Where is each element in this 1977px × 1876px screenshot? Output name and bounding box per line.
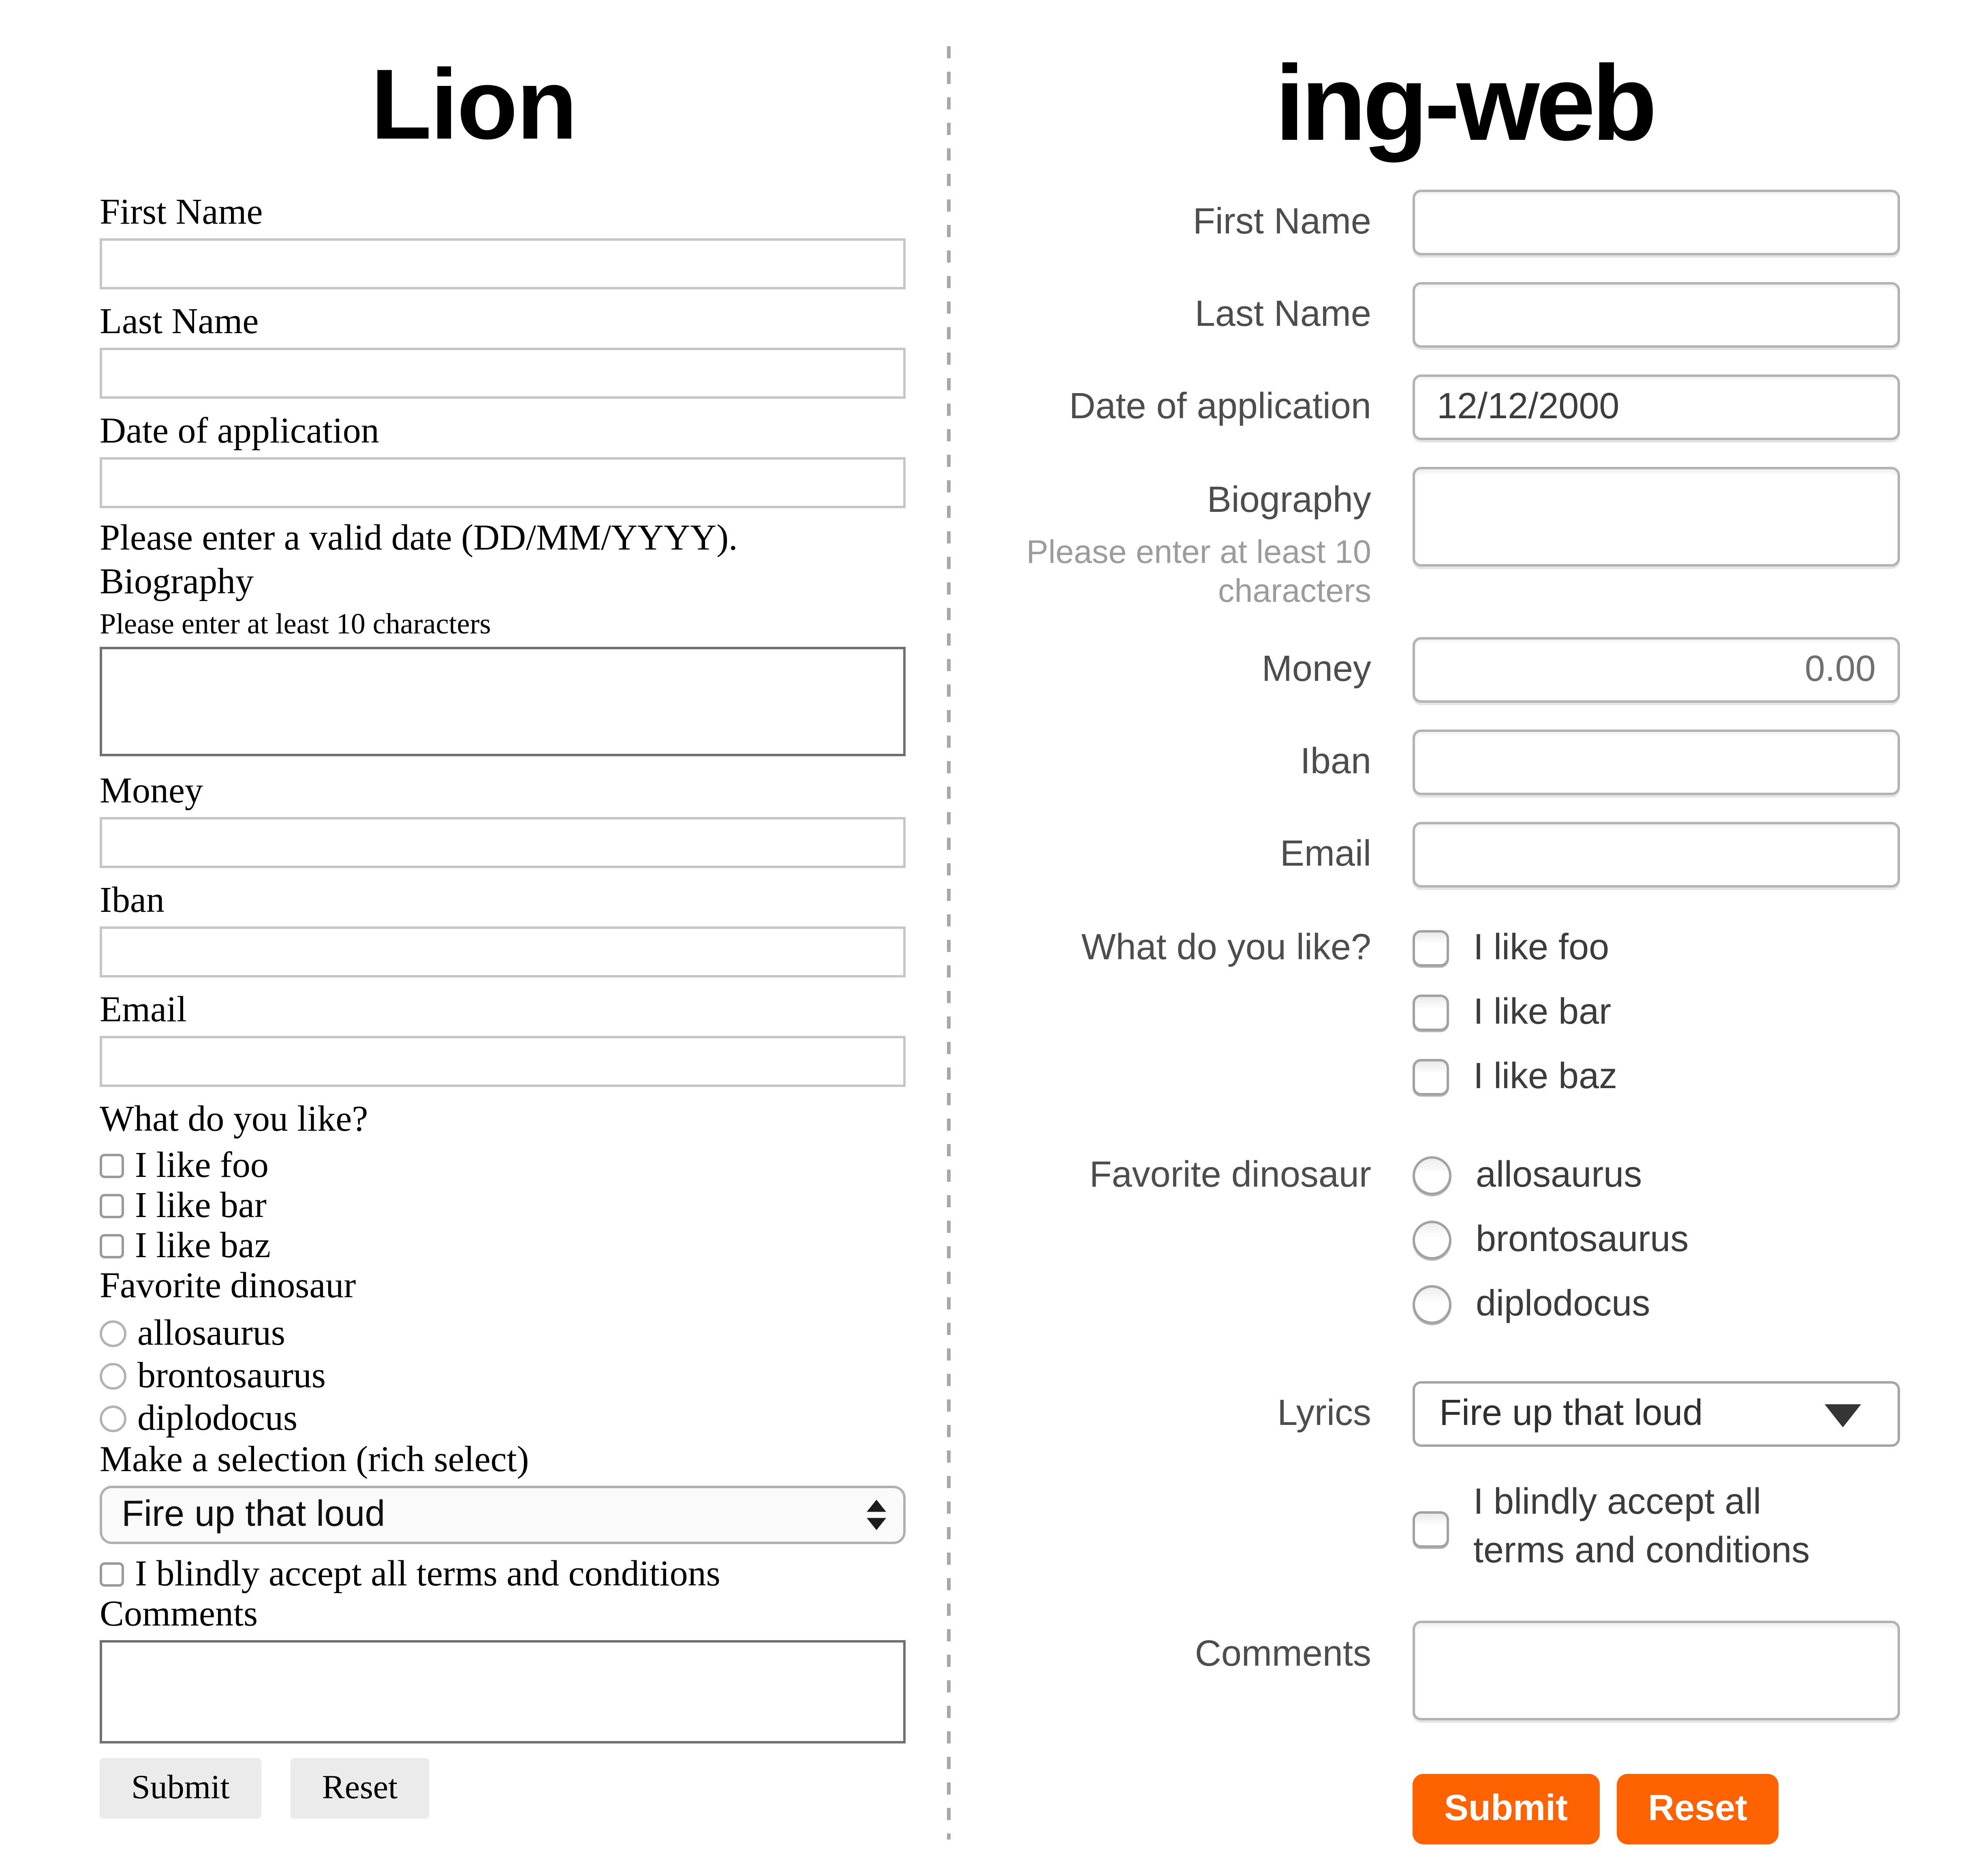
rich-select[interactable] [100,1486,906,1544]
comments-textarea[interactable] [1413,1621,1900,1720]
lion-panel-title: Lion [370,50,577,160]
terms-row [1007,1478,1977,1591]
comments-textarea[interactable] [100,1640,906,1743]
comments-row [1007,1621,1977,1720]
first-name-input[interactable] [100,238,906,289]
biography-textarea[interactable] [1413,467,1900,567]
money-label: Money [1261,649,1371,689]
dinosaur-group-label: Favorite dinosaur [100,1266,356,1306]
terms-option[interactable] [1413,1478,1900,1576]
allosaurus-label[interactable]: allosaurus [137,1312,285,1353]
dinosaur-row [1007,1151,1977,1345]
last-name-input[interactable] [100,348,906,399]
submit-button[interactable]: Submit [100,1758,261,1819]
lion-panel [0,0,947,1819]
date-input[interactable] [100,457,906,508]
allosaurus-option[interactable] [100,1312,906,1354]
iban-input[interactable] [1413,729,1900,795]
like-baz-option[interactable] [1413,1053,1900,1102]
terms-label[interactable]: I blindly accept all terms and conditions [1473,1482,1810,1571]
reset-button[interactable]: Reset [1616,1774,1779,1844]
like-foo-option[interactable] [1413,924,1900,973]
chevron-down-icon [1825,1404,1861,1427]
ingweb-form [1007,190,1977,1844]
checkbox-icon[interactable] [1413,995,1449,1031]
like-baz-label[interactable]: I like baz [1473,1057,1618,1097]
last-name-label: Last Name [100,302,259,342]
date-row [1007,374,1977,440]
comments-label: Comments [1195,1634,1371,1674]
date-label: Date of application [1069,387,1371,427]
buttons-row [1007,1747,1977,1844]
money-input[interactable] [100,817,906,868]
email-label: Email [1280,834,1371,874]
like-bar-label[interactable]: I like bar [135,1185,267,1225]
checkbox-icon[interactable] [1413,930,1449,967]
first-name-label: First Name [1193,202,1371,242]
checkbox-icon[interactable] [1413,1059,1449,1095]
rich-select-value: Fire up that loud [122,1494,385,1534]
date-input[interactable] [1413,374,1900,440]
money-label: Money [100,771,203,811]
checkbox-icon[interactable] [1413,1511,1449,1548]
rich-select-label: Make a selection (rich select) [100,1440,529,1480]
email-input[interactable] [100,1036,906,1087]
lyrics-label: Lyrics [1277,1393,1371,1433]
like-bar-label[interactable]: I like bar [1473,992,1612,1032]
dinosaur-group-label: Favorite dinosaur [1089,1155,1371,1195]
checkbox-icon[interactable] [100,1194,124,1218]
radio-icon[interactable] [1413,1285,1451,1324]
like-bar-option[interactable] [100,1185,906,1226]
iban-label: Iban [100,880,165,920]
money-row [1007,637,1977,703]
radio-icon[interactable] [100,1363,126,1389]
email-row [1007,822,1977,888]
biography-row [1007,467,1977,610]
diplodocus-option[interactable] [100,1397,906,1440]
iban-row [1007,729,1977,795]
like-foo-option[interactable] [100,1145,906,1185]
lion-form [100,192,906,1819]
brontosaurus-option[interactable] [1413,1216,1900,1264]
like-baz-option[interactable] [100,1226,906,1266]
terms-label[interactable]: I blindly accept all terms and conditions [135,1553,720,1594]
biography-label: Biography [100,562,254,602]
first-name-label: First Name [100,192,263,232]
lyrics-select-value: Fire up that loud [1439,1393,1703,1433]
comments-label: Comments [100,1594,258,1634]
like-baz-label[interactable]: I like baz [135,1225,271,1265]
ingweb-button-row [1413,1774,1900,1844]
biography-label-block [1007,467,1371,610]
ingweb-panel [951,0,1977,1871]
panel-divider [947,46,951,1840]
checkbox-icon[interactable] [100,1234,124,1258]
last-name-input[interactable] [1413,282,1900,348]
biography-helper-text: Please enter at least 10 characters [100,609,491,641]
checkbox-icon[interactable] [100,1562,124,1586]
first-name-row [1007,190,1977,255]
diplodocus-label[interactable]: diplodocus [137,1397,298,1438]
brontosaurus-label[interactable]: brontosaurus [137,1355,326,1395]
diplodocus-option[interactable] [1413,1280,1900,1329]
iban-label: Iban [1300,742,1371,782]
select-spinner-icon [867,1500,886,1530]
like-bar-option[interactable] [1413,988,1900,1037]
last-name-label: Last Name [1195,294,1371,334]
biography-helper-text: Please enter at least 10 characters [1026,534,1371,609]
radio-icon[interactable] [1413,1156,1451,1195]
like-foo-label[interactable]: I like foo [1473,928,1609,968]
biography-textarea[interactable] [100,647,906,756]
dinosaur-group [1413,1151,1900,1345]
like-foo-label[interactable]: I like foo [135,1144,269,1185]
checkbox-icon[interactable] [100,1153,124,1178]
brontosaurus-option[interactable] [100,1354,906,1397]
date-label: Date of application [100,411,379,451]
submit-button[interactable]: Submit [1413,1774,1599,1844]
money-input[interactable] [1413,637,1900,703]
email-input[interactable] [1413,822,1900,888]
radio-icon[interactable] [100,1320,126,1347]
reset-button[interactable]: Reset [291,1758,430,1819]
allosaurus-label[interactable]: allosaurus [1476,1155,1642,1195]
lyrics-row [1007,1381,1977,1447]
date-helper-text: Please enter a valid date (DD/MM/YYYY). [100,518,738,558]
lion-button-row [100,1758,906,1819]
iban-input[interactable] [100,926,906,978]
likes-row [1007,924,1977,1117]
diplodocus-label[interactable]: diplodocus [1476,1284,1650,1324]
radio-icon[interactable] [1413,1221,1451,1260]
likes-group [1413,924,1900,1117]
ingweb-panel-title: ing-web [1275,43,1654,163]
lyrics-select[interactable] [1413,1381,1900,1447]
last-name-row [1007,282,1977,348]
brontosaurus-label[interactable]: brontosaurus [1476,1219,1689,1260]
email-label: Email [100,990,187,1030]
likes-group-label: What do you like? [100,1099,368,1139]
first-name-input[interactable] [1413,190,1900,255]
likes-group-label: What do you like? [1081,928,1371,968]
biography-label: Biography [1207,480,1371,520]
radio-icon[interactable] [100,1405,126,1432]
terms-option[interactable] [100,1554,906,1594]
allosaurus-option[interactable] [1413,1151,1900,1200]
